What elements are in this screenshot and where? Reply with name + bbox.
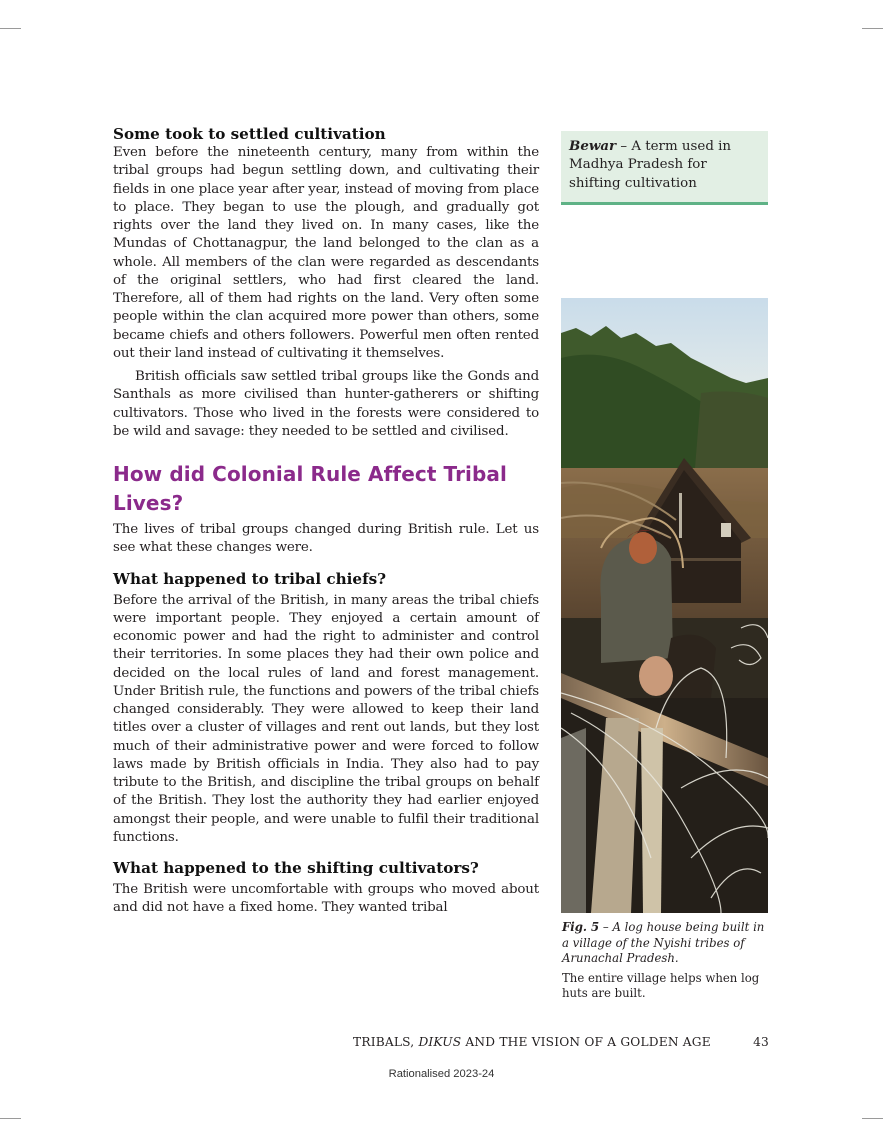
main-text-column xyxy=(113,124,539,918)
crop-mark-top-right xyxy=(862,28,883,29)
crop-mark-bottom-left xyxy=(0,1118,21,1119)
figure-photo-log-house xyxy=(561,298,768,913)
paragraph-section-intro: The lives of tribal groups changed during British rule. Let us see what these changes were. xyxy=(113,522,539,556)
figure-caption-note: The entire village helps when log huts are built. xyxy=(562,970,760,1000)
figure-label: Fig. 5 xyxy=(562,920,600,934)
page-footer xyxy=(353,1034,769,1050)
section-title-colonial-rule: How did Colonial Rule Affect Tribal Lives? xyxy=(113,462,507,515)
edition-note: Rationalised 2023-24 xyxy=(388,1068,495,1080)
paragraph-british-officials: British officials saw settled tribal groups like the Gonds and Santhals as more civilised than hunter-gatherers or shifting cultivators. Those who lived in the forests were considered to be wild and savage: they needed to be settled and civilised. xyxy=(113,369,539,439)
running-title-italic: DIKUS xyxy=(418,1035,462,1049)
figure-caption-text: – A log house being built in a village of the Nyishi tribes of Arunachal Pradesh. xyxy=(562,920,765,965)
running-title-part: TRIBALS, xyxy=(353,1035,419,1049)
running-title-part: AND THE VISION OF A GOLDEN AGE xyxy=(461,1035,711,1049)
figure-caption xyxy=(562,920,772,1002)
crop-mark-bottom-right xyxy=(862,1118,883,1119)
paragraph-shifting-cultivators: The British were uncomfortable with groups who moved about and did not have a fixed home. They wanted tribal xyxy=(113,882,539,916)
paragraph-tribal-chiefs: Before the arrival of the British, in many areas the tribal chiefs were important people. They enjoyed a certain amount of economic power and had the right to administer and control their territories. In some places they had their own police and decided on the local rules of land and forest management. Under British rule, the functions and powers of the tribal chiefs changed considerably. They were allowed to keep their land titles over a cluster of villages and rent out lands, but they lost much of their administrative power and were forced to follow laws made by British officials in India. They also had to pay tribute to the British, and discipline the tribal groups on behalf of the British. They lost the authority they had earlier enjoyed amongst their people, and were unable to fulfil their traditional functions. xyxy=(113,592,539,845)
crop-mark-top-left xyxy=(0,28,21,29)
glossary-callout-bewar xyxy=(561,131,768,205)
glossary-term: Bewar xyxy=(569,138,617,154)
page-number: 43 xyxy=(753,1035,769,1049)
glossary-definition: – A term used in Madhya Pradesh for shifting cultivation xyxy=(569,139,732,191)
subheading-settled-cultivation: Some took to settled cultivation xyxy=(113,125,386,143)
subheading-tribal-chiefs: What happened to tribal chiefs? xyxy=(113,569,387,588)
paragraph-settled-cultivation: Even before the nineteenth century, many from within the tribal groups had begun settling down, and cultivating their fields in one place year after year, instead of moving from place to place. They began to use the plough, and gradually got rights over the land they lived on. In many cases, like the Mundas of Chottanagpur, the land belonged to the clan as a whole. All members of the clan were regarded as descendants of the original settlers, who had first cleared the land. Therefore, all of them had rights on the land. Very often some people within the clan acquired more power than others, some became chiefs and others followers. Powerful men often rented out their land instead of cultivating it themselves. xyxy=(113,145,539,361)
figure-caption-main xyxy=(562,920,772,967)
subheading-shifting-cultivators: What happened to the shifting cultivators? xyxy=(113,859,479,877)
running-title xyxy=(353,1035,711,1049)
